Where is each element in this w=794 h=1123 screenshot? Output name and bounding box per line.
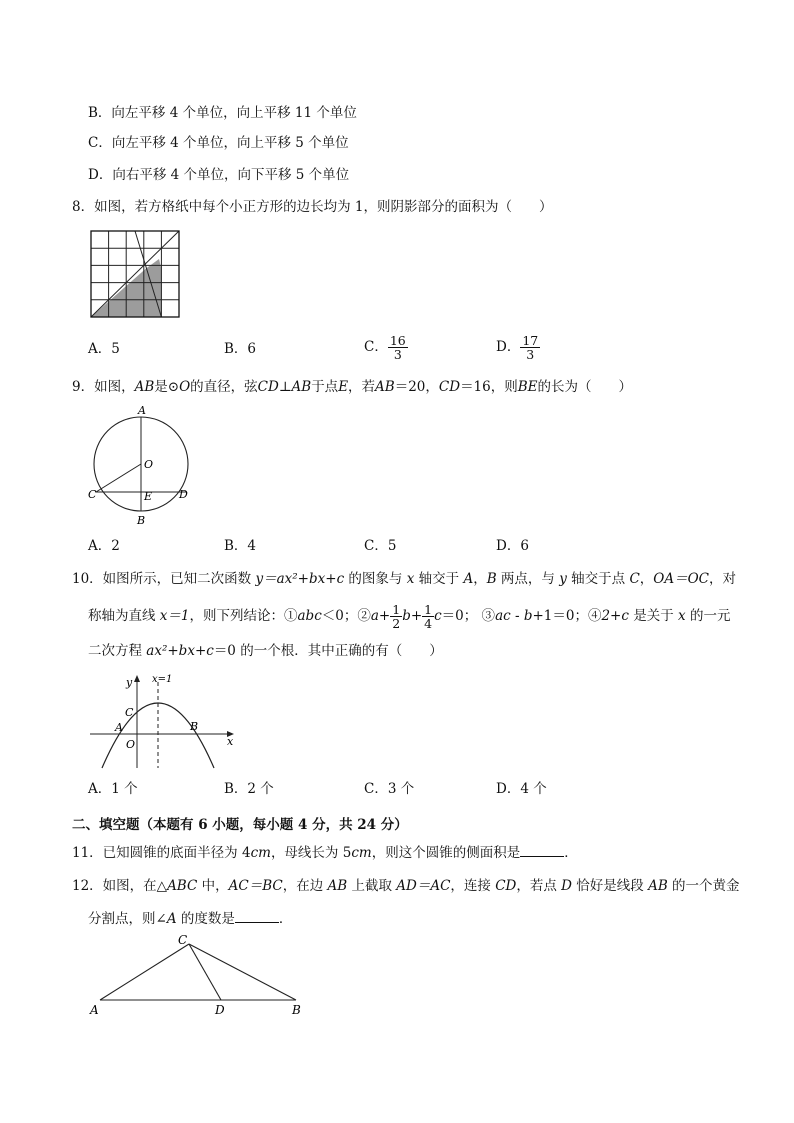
q9-option-c: C．5 [364,538,397,554]
section-title-fill-in: 二、填空题（本题有 6 小题，每小题 4 分，共 24 分） [72,817,408,833]
q10-option-d: D．4 个 [496,781,547,797]
q10-option-a: A．1 个 [88,781,138,797]
q8-option-a: A．5 [88,341,120,357]
q12-triangle-figure [86,930,312,1020]
point-label-b: B [190,720,199,733]
q9-option-b: B．4 [224,538,257,554]
answer-blank [235,910,279,923]
label-o: O [144,458,154,471]
q7-option-c: C．向左平移 4 个单位，向上平移 5 个单位 [88,135,349,151]
q8-option-d [496,334,540,361]
q9-option-d: D．6 [496,538,529,554]
fraction-numerator: 17 [522,333,539,348]
q10-option-c: C．3 个 [364,781,415,797]
q10-parabola-figure [86,668,246,772]
label-e: E [144,490,153,503]
q9-stem: 9．如图，AB是⊙O的直径，弦CD⊥AB于点E，若AB＝20，CD＝16，则BE的长为（ ） [72,379,633,395]
fraction-denominator: 3 [393,347,402,362]
q12-stem-line1: 12．如图，在△ABC 中，AC＝BC，在边 AB 上截取 AD＝AC，连接 CD，若点 D 恰好是线段 AB 的一个黄金 [72,878,740,894]
label-b: B [137,514,146,527]
axis-label-x: x [227,735,234,748]
q7-option-d: D．向右平移 4 个单位，向下平移 5 个单位 [88,167,350,183]
label-c: C [88,488,97,501]
q8-stem: 8．如图，若方格纸中每个小正方形的边长均为 1，则阴影部分的面积为（ ） [72,199,553,215]
axis-label-symmetry: x=1 [152,674,173,685]
fraction-denominator: 3 [526,347,535,362]
vertex-label-c: C [178,933,188,947]
fraction-one-quarter: $\frac{1}{4}$ [424,602,433,631]
q8-option-c [364,334,408,361]
q8-grid-figure [88,228,184,322]
q12-stem-line2: 分割点，则∠A 的度数是 ． [88,911,293,927]
answer-blank [520,844,564,857]
q11-stem: 11．已知圆锥的底面半径为 4cm，母线长为 5cm，则这个圆锥的侧面积是 ． [72,845,578,861]
q8-option-c-fraction [388,334,408,361]
point-label-c: C [125,706,134,719]
q10-stem-line1: 10．如图所示，已知二次函数 y＝ax²+bx+c 的图象与 x 轴交于 A，B 两点，与 y 轴交于点 C，OA＝OC，对 [72,571,736,587]
vertex-label-b: B [292,1003,301,1017]
axis-label-y: y [126,676,133,689]
q8-option-c-prefix: C． [364,339,388,355]
label-a: A [138,404,146,417]
label-d: D [179,488,188,501]
q8-option-d-fraction [520,334,540,361]
origin-label: O [126,738,136,751]
point-label-d: D [215,1003,225,1017]
point-label-a: A [115,721,123,734]
q9-circle-figure [84,402,194,530]
q10-stem-line2: 称轴为直线 x＝1，则下列结论：①abc＜0；②a+ $\frac{1}{2}$ b+ $\frac{1}{4}$ c＝0； ③ac - b+1＝0；④2+c 是关于 x 的一元 [88,602,731,631]
fraction-one-half: $\frac{1}{2}$ [392,602,401,631]
q9-option-a: A．2 [88,538,120,554]
q10-option-b: B．2 个 [224,781,274,797]
q8-option-d-prefix: D． [496,339,521,355]
q8-option-b: B．6 [224,341,257,357]
vertex-label-a: A [90,1003,99,1017]
q10-stem-line3: 二次方程 ax²+bx+c＝0 的一个根．其中正确的有（ ） [88,643,443,659]
q7-option-b: B．向左平移 4 个单位，向上平移 11 个单位 [88,105,357,121]
fraction-numerator: 16 [389,333,406,348]
